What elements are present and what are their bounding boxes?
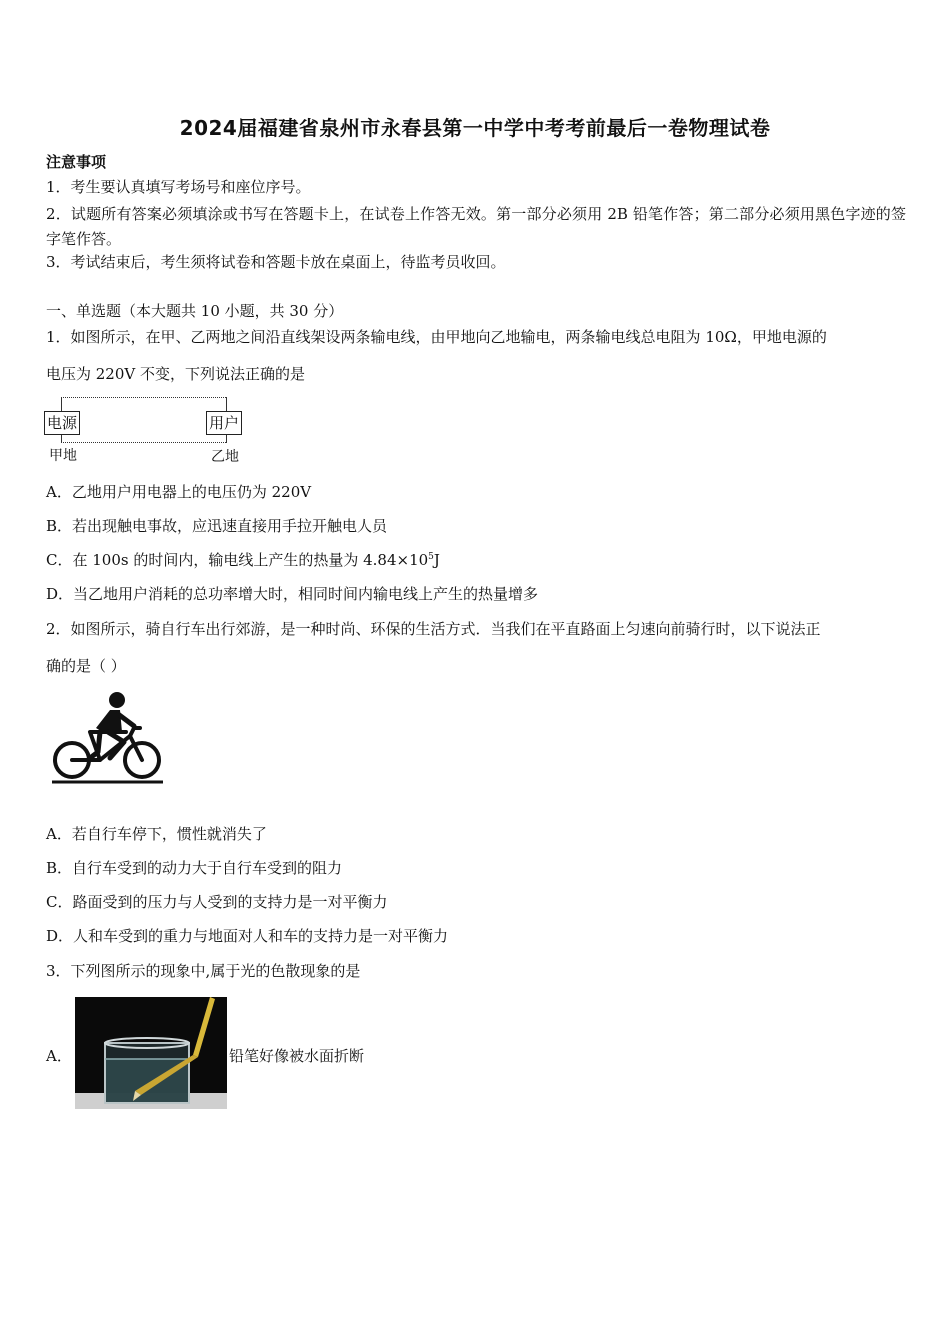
source-lower-lead: [61, 434, 62, 443]
q1-option-b: B．若出现触电事故，应迅速直接用手拉开触电人员: [46, 517, 388, 535]
place-b-label: 乙地: [211, 449, 239, 465]
power-source-box: 电源: [44, 411, 80, 435]
q2-option-a: A．若自行车停下，惯性就消失了: [46, 825, 267, 843]
power-line-diagram: [44, 392, 254, 464]
notice-item-3: 3．考试结束后，考生须将试卷和答题卡放在桌面上，待监考员收回。: [46, 253, 506, 271]
q3-option-a-text: 铅笔好像被水面折断: [229, 1047, 365, 1065]
upper-wire: [61, 397, 226, 398]
q3-stem: 3．下列图所示的现象中,属于光的色散现象的是: [46, 962, 361, 980]
q1-option-c-unit: J: [433, 551, 440, 569]
q1-option-c-exponent: 5: [428, 552, 434, 562]
source-upper-lead: [61, 397, 62, 411]
notice-item-1: 1．考生要认真填写考场号和座位序号。: [46, 178, 311, 196]
q2-option-b: B．自行车受到的动力大于自行车受到的阻力: [46, 859, 343, 877]
page-title: 2024届福建省泉州市永春县第一中学中考考前最后一卷物理试卷: [179, 116, 771, 140]
pencil-in-water-photo: [75, 997, 227, 1109]
user-box: 用户: [206, 411, 242, 435]
q2-stem-line2: 确的是（ ）: [46, 657, 126, 675]
section-heading: 一、单选题（本大题共 10 小题，共 30 分）: [46, 302, 344, 320]
q1-option-a: A．乙地用户用电器上的电压仍为 220V: [46, 483, 312, 501]
q2-stem-line1: 2．如图所示，骑自行车出行郊游，是一种时尚、环保的生活方式．当我们在平直路面上匀速向前骑行时，以下说法正: [46, 620, 821, 638]
lower-wire: [61, 442, 226, 443]
notice-heading: 注意事项: [46, 153, 107, 171]
q2-option-d: D．人和车受到的重力与地面对人和车的支持力是一对平衡力: [46, 927, 449, 945]
q1-option-c-text: C．在 100s 的时间内，输电线上产生的热量为 4.84×10: [46, 551, 429, 569]
q3-option-a-label: A．: [46, 1047, 72, 1065]
user-lower-lead: [226, 434, 227, 443]
q1-option-d: D．当乙地用户消耗的总功率增大时，相同时间内输电线上产生的热量增多: [46, 585, 539, 603]
cyclist-figure: [50, 688, 165, 788]
place-a-label: 甲地: [49, 448, 77, 464]
q1-stem-line1: 1．如图所示，在甲、乙两地之间沿直线架设两条输电线，由甲地向乙地输电，两条输电线总电阻为 10Ω，甲地电源的: [46, 328, 827, 346]
user-upper-lead: [226, 397, 227, 411]
q2-option-c: C．路面受到的压力与人受到的支持力是一对平衡力: [46, 893, 388, 911]
notice-item-2: 2．试题所有答案必须填涂或书写在答题卡上，在试卷上作答无效。第一部分必须用 2B 铅笔作答；第二部分必须用黑色字迹的签字笔作答。: [46, 205, 906, 248]
q1-option-c: [46, 550, 440, 570]
q1-stem-line2: 电压为 220V 不变，下列说法正确的是: [46, 365, 306, 383]
